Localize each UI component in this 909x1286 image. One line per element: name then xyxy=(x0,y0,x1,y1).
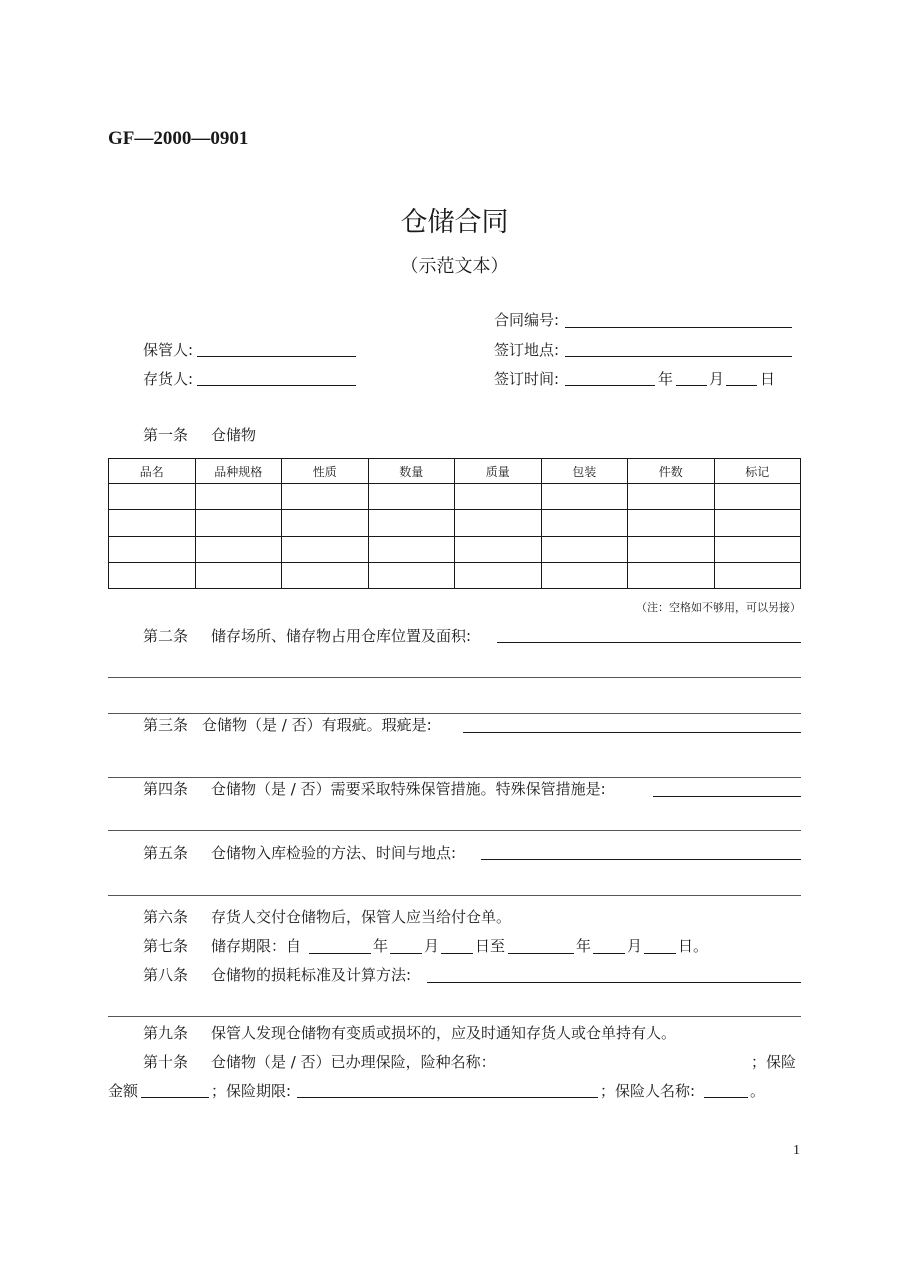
sign-day-label: 日 xyxy=(760,370,776,388)
insurer-name-field[interactable] xyxy=(704,1097,748,1098)
article-8-continuation-line[interactable] xyxy=(108,1016,801,1017)
article-3-text: 仓储物（是 / 否）有瑕疵。瑕疵是: xyxy=(202,716,432,734)
article-1-label: 第一条 xyxy=(143,426,189,444)
table-cell[interactable] xyxy=(109,536,196,562)
article-6-label: 第六条 xyxy=(143,908,189,926)
storage-start-day-field[interactable] xyxy=(441,953,473,954)
article-5-continuation-line[interactable] xyxy=(108,895,801,896)
storage-end-year-field[interactable] xyxy=(508,953,574,954)
article-2-continuation-line-2[interactable] xyxy=(108,713,801,714)
table-cell[interactable] xyxy=(368,562,455,588)
insurance-period-field[interactable] xyxy=(297,1097,598,1098)
table-cell[interactable] xyxy=(628,510,715,536)
table-cell[interactable] xyxy=(282,562,369,588)
article-10-label: 第十条 xyxy=(143,1053,189,1071)
contract-no-field[interactable] xyxy=(565,327,792,328)
storage-start-day-label: 日至 xyxy=(475,937,506,955)
table-cell[interactable] xyxy=(368,484,455,510)
table-cell[interactable] xyxy=(109,562,196,588)
sign-time-label: 签订时间: xyxy=(494,370,560,388)
table-cell[interactable] xyxy=(368,510,455,536)
keeper-label: 保管人: xyxy=(143,341,194,359)
article-3-label: 第三条 xyxy=(143,716,189,734)
depositor-field[interactable] xyxy=(197,385,356,386)
goods-table-header-row xyxy=(109,459,801,484)
article-10-end: 。 xyxy=(750,1082,766,1100)
article-5-field[interactable] xyxy=(481,859,801,860)
depositor-label: 存货人: xyxy=(143,370,194,388)
table-cell[interactable] xyxy=(628,536,715,562)
goods-col-pieces: 件数 xyxy=(628,459,715,484)
article-7-text: 储存期限：自 xyxy=(211,937,302,955)
article-8-text: 仓储物的损耗标准及计算方法: xyxy=(211,966,412,984)
table-cell[interactable] xyxy=(628,562,715,588)
table-cell[interactable] xyxy=(714,536,801,562)
insurance-amount-label: 金额 xyxy=(108,1082,139,1100)
goods-col-packing: 包装 xyxy=(541,459,628,484)
page-number: 1 xyxy=(793,1143,800,1158)
table-row xyxy=(109,536,801,562)
goods-col-mark: 标记 xyxy=(714,459,801,484)
keeper-field[interactable] xyxy=(197,356,356,357)
table-cell[interactable] xyxy=(541,562,628,588)
table-cell[interactable] xyxy=(282,536,369,562)
article-2-field[interactable] xyxy=(497,642,801,643)
storage-end-month-label: 月 xyxy=(627,937,643,955)
article-9-label: 第九条 xyxy=(143,1024,189,1042)
article-10-text: 仓储物（是 / 否）已办理保险，险种名称： xyxy=(211,1053,496,1071)
table-cell[interactable] xyxy=(541,536,628,562)
document-code: GF—2000—0901 xyxy=(108,128,249,149)
article-5-text: 仓储物入库检验的方法、时间与地点: xyxy=(211,844,457,862)
table-note: （注：空格如不够用，可以另接） xyxy=(636,601,801,614)
storage-start-month-field[interactable] xyxy=(390,953,422,954)
goods-col-spec: 品种规格 xyxy=(195,459,282,484)
article-2-continuation-line[interactable] xyxy=(108,677,801,678)
table-cell[interactable] xyxy=(628,484,715,510)
storage-start-year-label: 年 xyxy=(373,937,389,955)
article-6-text: 存货人交付仓储物后，保管人应当给付仓单。 xyxy=(211,908,512,926)
table-cell[interactable] xyxy=(195,484,282,510)
sign-place-field[interactable] xyxy=(565,356,792,357)
article-1-text: 仓储物 xyxy=(211,426,257,444)
storage-end-day-field[interactable] xyxy=(644,953,676,954)
article-8-field[interactable] xyxy=(427,982,801,983)
table-cell[interactable] xyxy=(455,536,542,562)
table-row xyxy=(109,562,801,588)
insurance-period-label: ；保险期限: xyxy=(211,1082,292,1100)
article-3-continuation-line[interactable] xyxy=(108,777,801,778)
storage-end-day-label: 日。 xyxy=(678,937,709,955)
article-4-label: 第四条 xyxy=(143,780,189,798)
storage-end-month-field[interactable] xyxy=(593,953,625,954)
sign-month-label: 月 xyxy=(709,370,725,388)
article-2-label: 第二条 xyxy=(143,627,189,645)
article-4-field[interactable] xyxy=(653,796,801,797)
table-cell[interactable] xyxy=(455,562,542,588)
storage-start-month-label: 月 xyxy=(424,937,440,955)
table-cell[interactable] xyxy=(368,536,455,562)
insurance-amount-field[interactable] xyxy=(141,1097,209,1098)
table-cell[interactable] xyxy=(195,562,282,588)
table-cell[interactable] xyxy=(109,510,196,536)
table-cell[interactable] xyxy=(541,484,628,510)
goods-table xyxy=(108,458,801,589)
article-2-text: 储存场所、储存物占用仓库位置及面积: xyxy=(211,627,472,645)
goods-col-nature: 性质 xyxy=(282,459,369,484)
article-8-label: 第八条 xyxy=(143,966,189,984)
table-cell[interactable] xyxy=(195,510,282,536)
table-row xyxy=(109,510,801,536)
article-10-insurance-cont: ；保险 xyxy=(751,1053,797,1071)
table-cell[interactable] xyxy=(195,536,282,562)
storage-end-year-label: 年 xyxy=(576,937,592,955)
sign-year-field[interactable] xyxy=(565,385,655,386)
table-cell[interactable] xyxy=(541,510,628,536)
sign-month-field[interactable] xyxy=(676,385,707,386)
sign-place-label: 签订地点: xyxy=(494,341,560,359)
storage-start-year-field[interactable] xyxy=(309,953,371,954)
table-cell[interactable] xyxy=(109,484,196,510)
article-9-text: 保管人发现仓储物有变质或损坏的，应及时通知存货人或仓单持有人。 xyxy=(211,1024,677,1042)
table-cell[interactable] xyxy=(714,510,801,536)
article-7-label: 第七条 xyxy=(143,937,189,955)
goods-col-quantity: 数量 xyxy=(368,459,455,484)
table-cell[interactable] xyxy=(282,484,369,510)
table-cell[interactable] xyxy=(714,562,801,588)
article-5-label: 第五条 xyxy=(143,844,189,862)
sign-day-field[interactable] xyxy=(726,385,757,386)
contract-no-label: 合同编号: xyxy=(494,311,560,329)
article-4-continuation-line[interactable] xyxy=(108,830,801,831)
table-cell[interactable] xyxy=(714,484,801,510)
goods-col-quality: 质量 xyxy=(455,459,542,484)
contract-title: 仓储合同 xyxy=(400,207,509,238)
table-cell[interactable] xyxy=(455,484,542,510)
article-3-field[interactable] xyxy=(463,732,801,733)
sign-year-label: 年 xyxy=(658,370,674,388)
table-row xyxy=(109,484,801,510)
article-4-text: 仓储物（是 / 否）需要采取特殊保管措施。特殊保管措施是: xyxy=(211,780,606,798)
table-cell[interactable] xyxy=(282,510,369,536)
goods-col-name: 品名 xyxy=(109,459,196,484)
insurer-name-label: ；保险人名称: xyxy=(600,1082,696,1100)
table-cell[interactable] xyxy=(455,510,542,536)
contract-subtitle: （示范文本） xyxy=(400,256,509,277)
